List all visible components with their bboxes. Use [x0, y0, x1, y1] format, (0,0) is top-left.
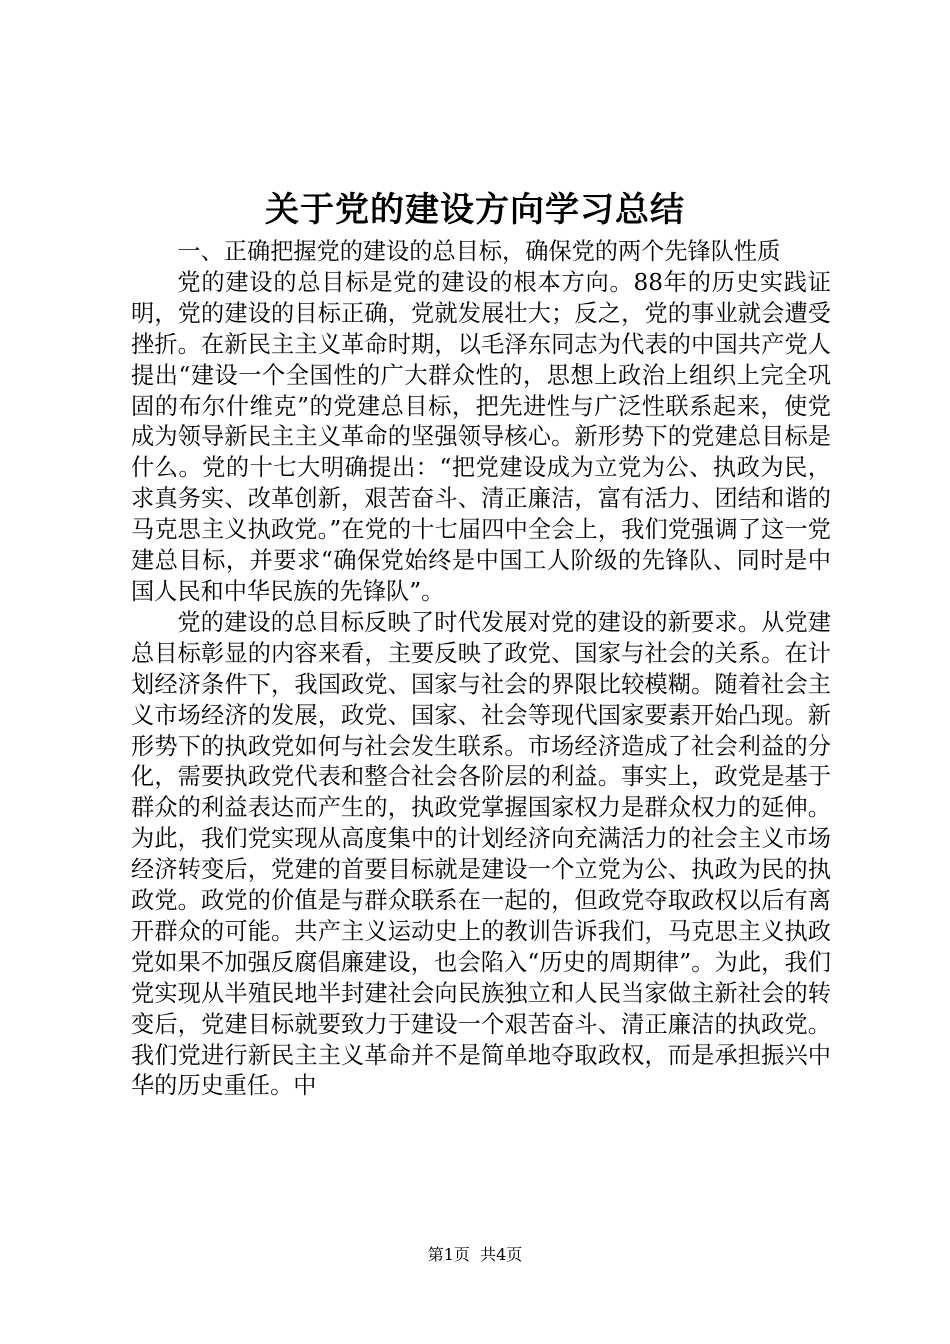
section-heading: 一、正确把握党的建设的总目标，确保党的两个先锋队性质 — [177, 238, 781, 265]
body-paragraph: 党的建设的总目标是党的建设的根本方向。88年的历史实践证明，党的建设的目标正确，党就发展壮大；反之，党的事业就会遭受挫折。在新民主主义革命时期，以毛泽东同志为代表的中国共产党人提出“建设一个全国性的广大群众性的，思想上政治上组织上完全巩固的布尔什维克”的党建总目标，把先进性与广泛性联系起来，使党成为领导新民主主义革命的坚强领导核心。新形势下的党建总目标是什么。党的十七大明确提出：“把党建设成为立党为公、执政为民，求真务实、改革创新，艰苦奋斗、清正廉洁，富有活力、团结和谐的马克思主义执政党。”在党的十七届四中全会上，我们党强调了这一党建总目标，并要求“确保党始终是中国工人阶级的先锋队、同时是中国人民和中华民族的先锋队”。 — [131, 268, 831, 605]
footer-spacer — [470, 1245, 480, 1264]
page-footer — [0, 1244, 950, 1266]
body-paragraph: 党的建设的总目标反映了时代发展对党的建设的新要求。从党建总目标彰显的内容来看，主要反映了政党、国家与社会的关系。在计划经济条件下，我国政党、国家与社会的界限比较模糊。随着社会主义市场经济的发展，政党、国家、社会等现代国家要素开始凸现。新形势下的执政党如何与社会发生联系。市场经济造成了社会利益的分化，需要执政党代表和整合社会各阶层的利益。事实上，政党是基于群众的利益表达而产生的，执政党掌握国家权力是群众权力的延伸。为此，我们党实现从高度集中的计划经济向充满活力的社会主义市场经济转变后，党建的首要目标就是建设一个立党为公、执政为民的执政党。政党的价值是与群众联系在一起的，但政党夺取政权以后有离开群众的可能。共产主义运动史上的教训告诉我们，马克思主义执政党如果不加强反腐倡廉建设，也会陷入“历史的周期律”。为此，我们党实现从半殖民地半封建社会向民族独立和人民当家做主新社会的转变后，党建目标就要致力于建设一个艰苦奋斗、清正廉洁的执政党。我们党进行新民主主义革命并不是简单地夺取政权，而是承担振兴中华的历史重任。中 — [131, 608, 831, 1100]
page-total: 共4页 — [480, 1245, 523, 1264]
page-number: 第1页 — [427, 1245, 470, 1264]
document-body — [131, 237, 831, 1102]
document-title: 关于党的建设方向学习总结 — [265, 190, 685, 230]
